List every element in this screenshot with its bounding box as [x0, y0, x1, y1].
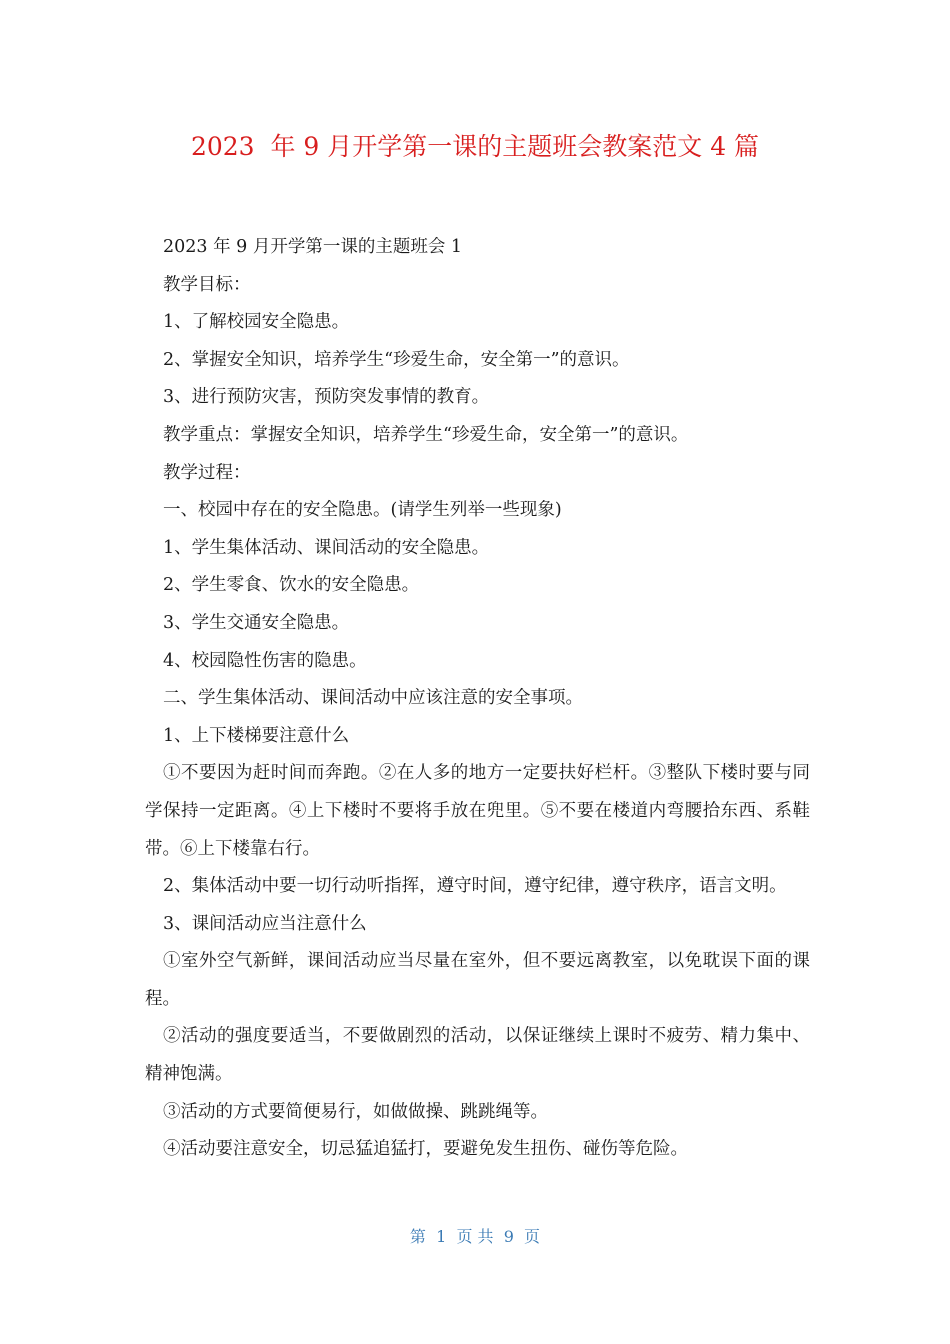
paragraph: 2、掌握安全知识，培养学生“珍爱生命，安全第一”的意识。 — [163, 349, 630, 370]
paragraph: 1、学生集体活动、课间活动的安全隐患。 — [163, 537, 490, 558]
paragraph: 二、学生集体活动、课间活动中应该注意的安全事项。 — [163, 688, 583, 709]
document-title: 2023 年 9 月开学第一课的主题班会教案范文 4 篇 — [190, 132, 760, 161]
paragraph: ②活动的强度要适当，不要做剧烈的活动，以保证继续上课时不疲劳、精力集中、精神饱满。 — [145, 1026, 810, 1085]
paragraph: 一、校园中存在的安全隐患。(请学生列举一些现象) — [163, 500, 562, 521]
paragraph: 2、集体活动中要一切行动听指挥，遵守时间，遵守纪律，遵守秩序，语言文明。 — [163, 876, 787, 897]
paragraph: 1、了解校园安全隐患。 — [163, 312, 350, 333]
paragraph: 1、上下楼梯要注意什么 — [163, 725, 350, 746]
paragraph: 教学目标： — [163, 274, 251, 295]
paragraph: 3、进行预防灾害，预防突发事情的教育。 — [163, 387, 490, 408]
paragraph: ④活动要注意安全，切忌猛追猛打，要避免发生扭伤、碰伤等危险。 — [163, 1139, 688, 1160]
paragraph: ③活动的方式要简便易行，如做做操、跳跳绳等。 — [163, 1101, 548, 1122]
paragraph: 教学过程： — [163, 462, 251, 483]
paragraph: 3、学生交通安全隐患。 — [163, 612, 350, 633]
page-number-footer: 第 1 页 共 9 页 — [409, 1227, 541, 1246]
paragraph: ①室外空气新鲜，课间活动应当尽量在室外，但不要远离教室，以免耽误下面的课程。 — [145, 951, 810, 1009]
paragraph: 3、课间活动应当注意什么 — [163, 913, 367, 934]
paragraph: ①不要因为赶时间而奔跑。②在人多的地方一定要扶好栏杆。③整队下楼时要与同学保持一定距离。④上下楼时不要将手放在兜里。⑤不要在楼道内弯腰拾东西、系鞋带。⑥上下楼靠右行。 — [145, 763, 810, 859]
paragraph: 2、学生零食、饮水的安全隐患。 — [163, 575, 420, 596]
document-body — [145, 229, 810, 1169]
paragraph: 2023 年 9 月开学第一课的主题班会 1 — [163, 237, 463, 257]
paragraph: 教学重点：掌握安全知识，培养学生“珍爱生命，安全第一”的意识。 — [163, 424, 689, 445]
paragraph: 4、校园隐性伤害的隐患。 — [163, 650, 367, 671]
